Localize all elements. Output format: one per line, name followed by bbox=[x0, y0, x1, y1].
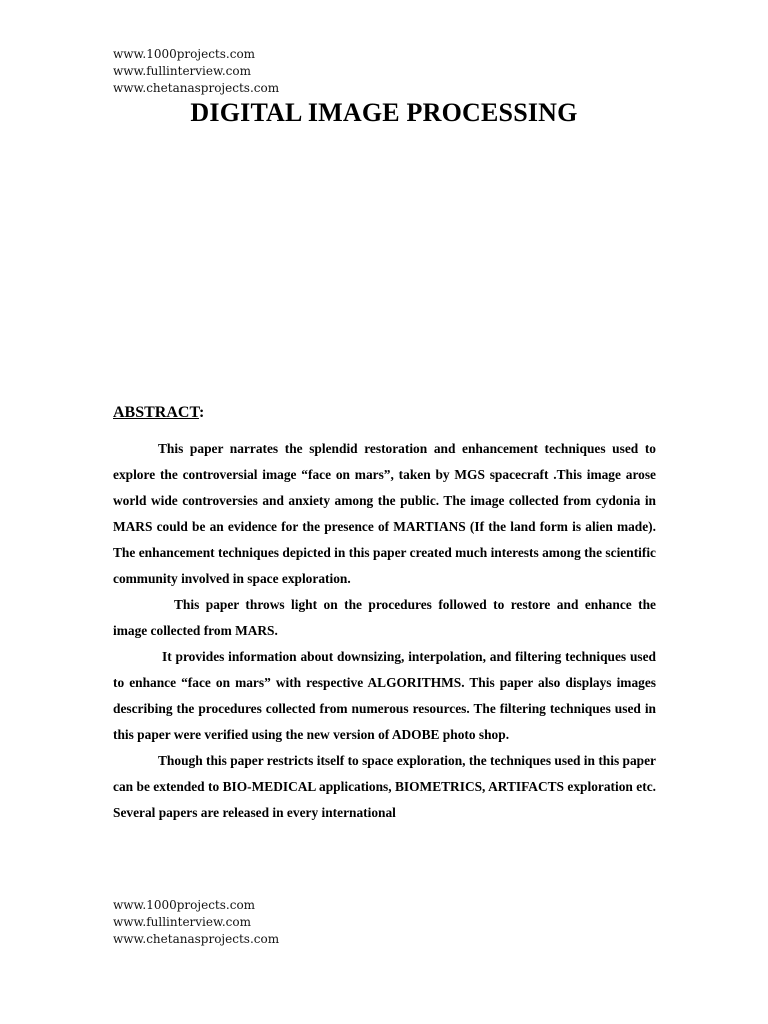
header-link-chetanasprojects[interactable]: www.chetanasprojects.com bbox=[113, 81, 280, 95]
header-link-fullinterview[interactable]: www.fullinterview.com bbox=[113, 64, 251, 78]
footer-links bbox=[113, 897, 413, 948]
abstract-heading-colon: : bbox=[198, 404, 205, 421]
footer-link-chetanasprojects[interactable]: www.chetanasprojects.com bbox=[113, 932, 280, 946]
abstract-paragraph: This paper narrates the splendid restoration and enhancement techniques used to explore the controversial image “face on mars”, taken by MGS spacecraft .This image arose world wide controversies and anxiety among the public. The image collected from cydonia in MARS could be an evidence for the presence of MARTIANS (If the land form is alien made). The enhancement techniques depicted in this paper created much interests among the scientific community involved in space exploration. bbox=[113, 441, 656, 586]
header-links bbox=[113, 46, 413, 97]
footer-link-fullinterview[interactable]: www.fullinterview.com bbox=[113, 915, 251, 929]
footer-link-1000projects[interactable]: www.1000projects.com bbox=[113, 898, 256, 912]
abstract-paragraph: Though this paper restricts itself to space exploration, the techniques used in this paper can be extended to BIO-MEDICAL applications, BIOMETRICS, ARTIFACTS exploration etc. Several papers are released in every international bbox=[113, 753, 656, 820]
abstract-paragraph: It provides information about downsizing, interpolation, and filtering techniques used to enhance “face on mars” with respective ALGORITHMS. This paper also displays images describing the procedures collected from numerous resources. The filtering techniques used in this paper were verified using the new version of ADOBE photo shop. bbox=[113, 649, 656, 742]
abstract-body bbox=[113, 436, 656, 826]
abstract-heading-label: ABSTRACT bbox=[113, 404, 199, 421]
page-title: DIGITAL IMAGE PROCESSING bbox=[190, 98, 578, 127]
abstract-paragraph: This paper throws light on the procedures followed to restore and enhance the image collected from MARS. bbox=[113, 597, 656, 638]
abstract-heading bbox=[113, 403, 204, 423]
header-link-1000projects[interactable]: www.1000projects.com bbox=[113, 47, 256, 61]
